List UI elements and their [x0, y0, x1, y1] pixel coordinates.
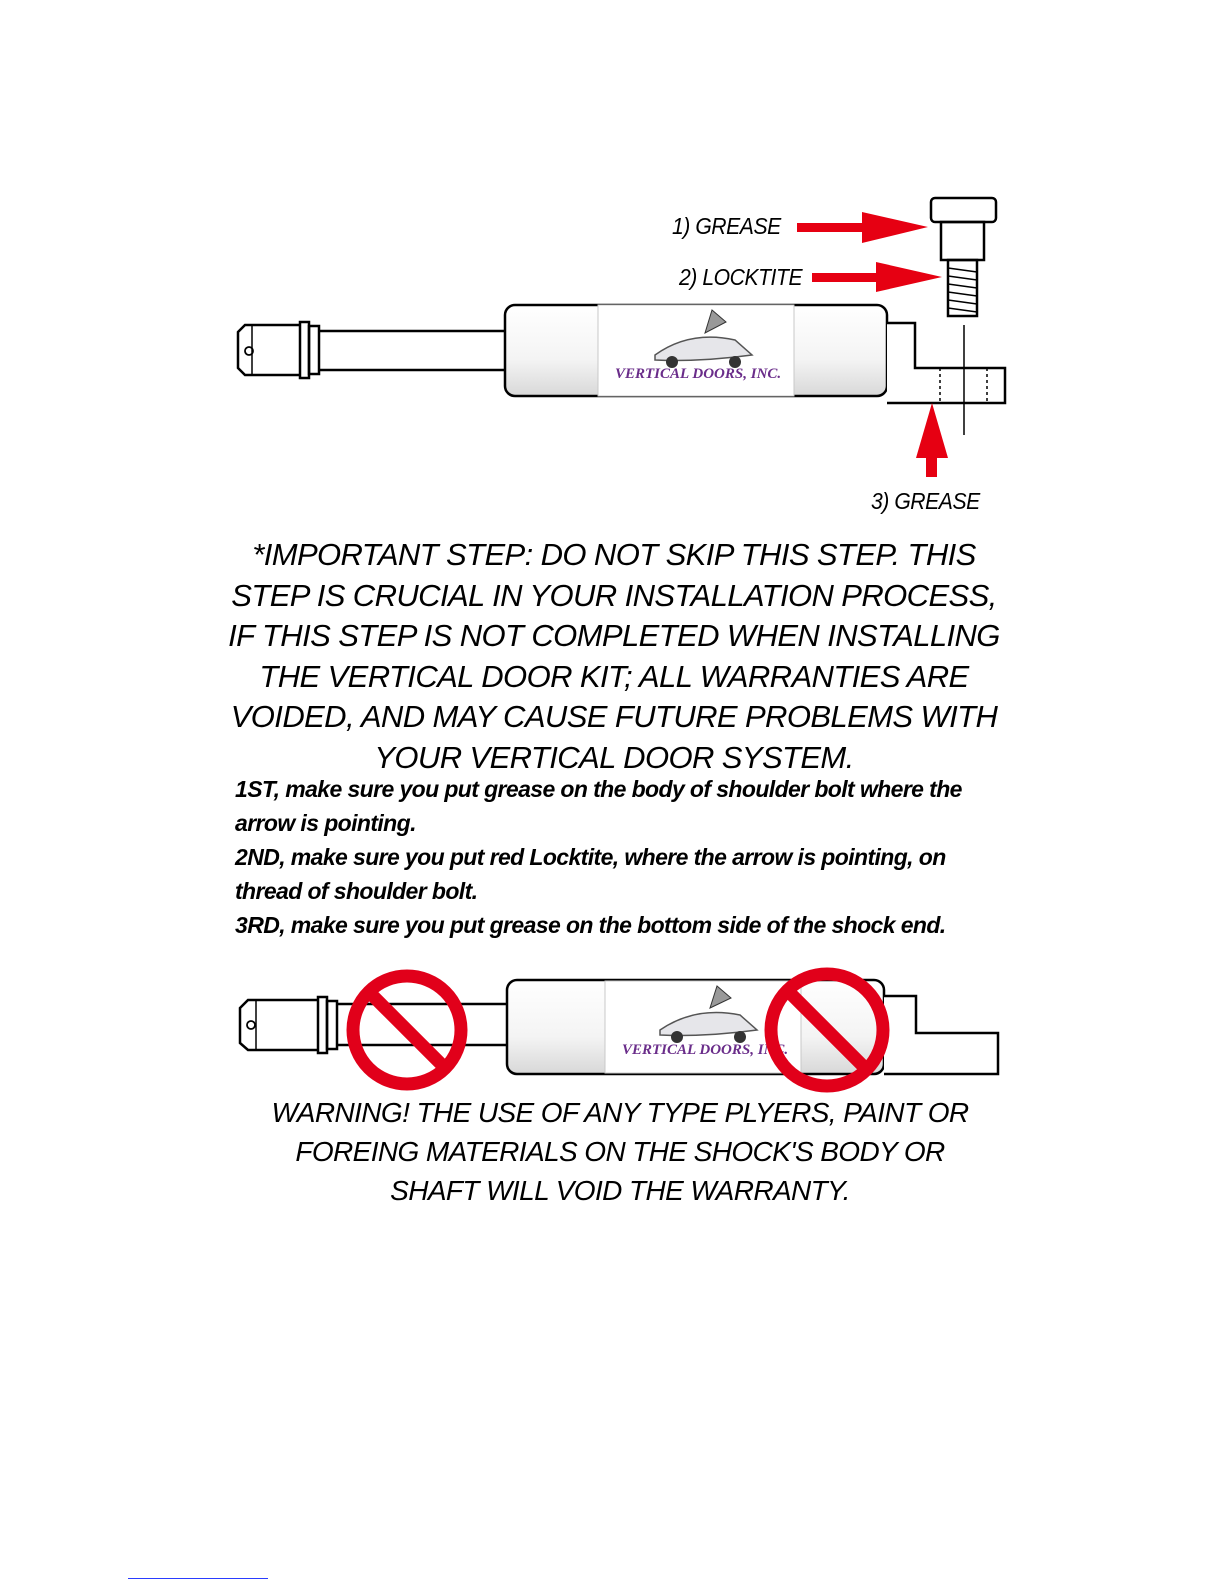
- vertical-doors-logo: [598, 305, 794, 396]
- step-2: 2ND, make sure you put red Locktite, where the arrow is pointing, on thread of shoulder bolt.: [235, 844, 946, 904]
- callout-locktite-label: 2) LOCKTITE: [679, 264, 803, 290]
- logo-text-bottom: VERTICAL DOORS, INC.: [622, 1042, 789, 1058]
- shock-bracket: [887, 323, 1005, 403]
- shoulder-bolt: [931, 198, 996, 316]
- installation-steps: [235, 772, 1015, 942]
- footer-rule: [128, 1578, 268, 1579]
- logo-text: VERTICAL DOORS, INC.: [615, 366, 782, 382]
- warning-line: FOREING MATERIALS ON THE SHOCK'S BODY OR: [295, 1136, 945, 1167]
- warning-notice: [225, 1093, 1015, 1210]
- arrow-grease-1: [797, 212, 928, 243]
- shock-collar: [300, 322, 309, 378]
- important-line: *IMPORTANT STEP: DO NOT SKIP THIS STEP. THIS: [252, 537, 976, 572]
- prohibit-icon: [353, 976, 461, 1084]
- arrow-locktite: [812, 262, 942, 292]
- important-line: VOIDED, AND MAY CAUSE FUTURE PROBLEMS WITH: [230, 699, 998, 734]
- shock-eye-end: [238, 325, 300, 375]
- callout-grease-3-label: 3) GREASE: [871, 488, 980, 514]
- warning-line: SHAFT WILL VOID THE WARRANTY.: [390, 1175, 850, 1206]
- step-1: 1ST, make sure you put grease on the body of shoulder bolt where the arrow is pointing.: [235, 776, 962, 836]
- shock-rod: [319, 331, 505, 370]
- step-3: 3RD, make sure you put grease on the bottom side of the shock end.: [235, 912, 946, 938]
- important-line: STEP IS CRUCIAL IN YOUR INSTALLATION PROCESS,: [231, 577, 997, 613]
- warning-line: WARNING! THE USE OF ANY TYPE PLYERS, PAINT OR: [271, 1097, 969, 1128]
- arrow-grease-3: [916, 403, 948, 477]
- important-line: THE VERTICAL DOOR KIT; ALL WARRANTIES ARE: [259, 658, 969, 694]
- important-notice: [225, 535, 1003, 778]
- callout-grease-1-label: 1) GREASE: [672, 213, 781, 239]
- important-line: YOUR VERTICAL DOOR SYSTEM.: [374, 739, 854, 775]
- important-line: IF THIS STEP IS NOT COMPLETED WHEN INSTALLING: [228, 618, 1000, 653]
- shock-collar-ring: [309, 326, 319, 374]
